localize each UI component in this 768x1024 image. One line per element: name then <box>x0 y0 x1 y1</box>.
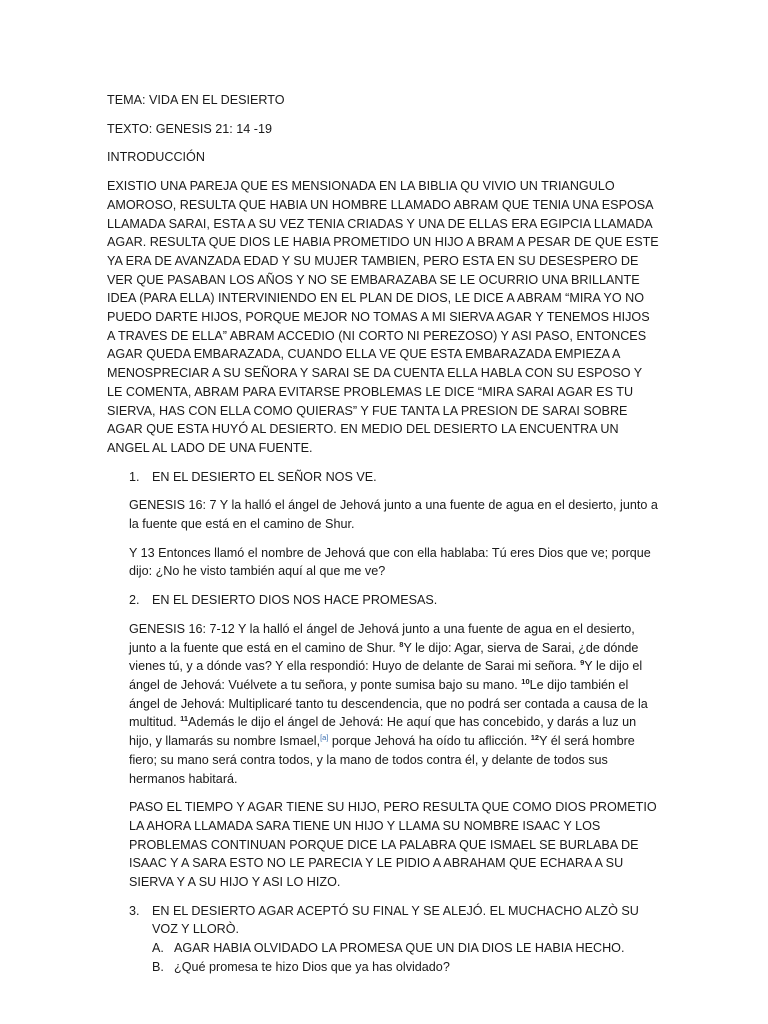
point-3-sub-b <box>107 958 659 977</box>
intro-heading: INTRODUCCIÓN <box>107 150 205 165</box>
verse-number-10: 10 <box>521 676 530 686</box>
verse-9: Y le dijo el ángel de Jehová: Vuélvete a tu señora, y ponte sumisa bajo su mano. <box>129 659 643 692</box>
point-1-verse-2: Y 13 Entonces llamó el nombre de Jehová que con ella hablaba: Tú eres Dios que ve; porque dijo: ¿No he visto también aquí al que me ve? <box>129 545 651 579</box>
verse-7: GENESIS 16: 7-12 Y la halló el ángel de Jehová junto a una fuente de agua en el desierto, junto a la fuente que está en el camino de Shur. <box>129 621 635 655</box>
intro-paragraph: EXISTIO UNA PAREJA QUE ES MENSIONADA EN LA BIBLIA QU VIVIO UN TRIANGULO AMOROSO, RESULTA QUE HABIA UN HOMBRE LLAMADO ABRAM QUE TENIA UNA ESPOSA LLAMADA SARAI, ESTA A SU VEZ TENIA CRIADAS Y UNA DE ELLAS ERA EGIPCIA LLAMADA AGAR. RESULTA QUE DIOS LE HABIA PROMETIDO UN HIJO A BRAM A PESAR DE QUE ESTE YA ERA DE AVANZADA EDAD Y SU MUJER TAMBIEN, PERO ESTA EN SU DESESPERO DE VER QUE PASABAN LOS AÑOS Y NO SE EMBARAZABA SE LE OCURRIO UNA BRILLANTE IDEA (PARA ELLA) INTERVINIENDO EN EL PLAN DE DIOS, LE DICE A ABRAM “MIRA YO NO PUEDO DARTE HIJOS, PORQUE MEJOR NO TOMAS A MI SIERVA AGAR Y TENEMOS HIJOS A TRAVES DE ELLA” ABRAM ACCEDIO (NI CORTO NI PEREZOSO) Y ASI PASO, ENTONCES AGAR QUEDA EMBARAZADA, CUANDO ELLA VE QUE ESTA EMBARAZADA EMPIEZA A MENOSPRECIAR A SU SEÑORA Y SARAI SE DA CUENTA ELLA HABLA CON SU ESPOSO Y LE COMENTA, ABRAM PARA EVITARSE PROBLEMAS LE DICE “MIRA SARAI AGAR ES TU SIERVA, HAS CON ELLA COMO QUIERAS” Y FUE TANTA LA PRESION DE SARAI SOBRE AGAR QUE ESTA HUYÓ AL DESIERTO. EN MEDIO DEL DESIERTO LA ENCUENTRA UN ANGEL AL LADO DE UNA FUENTE. <box>107 179 659 455</box>
verse-number-11: 11 <box>180 714 189 724</box>
sub-a-text: AGAR HABIA OLVIDADO LA PROMESA QUE UN DIA DIOS LE HABIA HECHO. <box>174 941 625 956</box>
point-2-number: 2. <box>129 593 140 608</box>
point-3-heading <box>107 902 659 939</box>
verse-10: Le dijo también el ángel de Jehová: Multiplicaré tanto tu descendencia, que no podrá ser contada a causa de la multitud. <box>129 677 648 730</box>
point-1-heading <box>107 468 659 487</box>
sub-b-text: ¿Qué promesa te hizo Dios que ya has olvidado? <box>174 959 450 974</box>
point-3-sub-a <box>107 939 659 958</box>
sub-b-letter: B. <box>152 959 164 974</box>
document-title: TEMA: VIDA EN EL DESIERTO <box>107 93 285 107</box>
point-1-text: EN EL DESIERTO EL SEÑOR NOS VE. <box>152 469 377 484</box>
verse-11b: porque Jehová ha oído tu aflicción. <box>331 734 528 749</box>
point-1-verse-1: GENESIS 16: 7 Y la halló el ángel de Jehová junto a una fuente de agua en el desierto, junto a la fuente que está en el camino de Shur. <box>129 498 658 532</box>
verse-number-8: 8 <box>399 639 404 649</box>
point-2-verse-block <box>107 620 659 788</box>
point-2-text: EN EL DESIERTO DIOS NOS HACE PROMESAS. <box>152 593 438 608</box>
verse-11a: Además le dijo el ángel de Jehová: He aquí que has concebido, y darás a luz un hijo, y llamarás su nombre Ismael, <box>129 715 637 749</box>
verse-number-12: 12 <box>530 733 540 743</box>
sub-a-letter: A. <box>152 941 164 956</box>
verse-12: Y él será hombre fiero; su mano será contra todos, y la mano de todos contra él, y delante de todos sus hermanos habitará. <box>129 734 635 786</box>
footnote-link[interactable]: [a] <box>320 733 329 743</box>
verse-number-9: 9 <box>580 658 585 668</box>
point-3-number: 3. <box>129 903 140 918</box>
document-body <box>107 91 659 977</box>
point-1-number: 1. <box>129 469 140 484</box>
point-2-heading <box>107 591 659 610</box>
point-3-text: EN EL DESIERTO AGAR ACEPTÓ SU FINAL Y SE ALEJÓ. EL MUCHACHO ALZÒ SU VOZ Y LLORÒ. <box>152 903 639 937</box>
scripture-reference: TEXTO: GENESIS 21: 14 -19 <box>107 121 272 136</box>
verse-8: Y le dijo: Agar, sierva de Sarai, ¿de dónde vienes tú, y a dónde vas? Y ella respondió: Huyo de delante de Sarai mi señora. <box>129 640 639 674</box>
point-2-paragraph: PASO EL TIEMPO Y AGAR TIENE SU HIJO, PERO RESULTA QUE COMO DIOS PROMETIO LA AHORA LLAMADA SARA TIENE UN HIJO Y LLAMA SU NOMBRE ISAAC Y LOS PROBLEMAS CONTINUAN PORQUE DICE LA PALABRA QUE ISMAEL SE BURLABA DE ISAAC Y A SARA ESTO NO LE PARECIA Y LE PIDIO A ABRAHAM QUE ECHARA A SU SIERVA Y A SU HIJO Y ASI LO HIZO. <box>129 800 657 890</box>
